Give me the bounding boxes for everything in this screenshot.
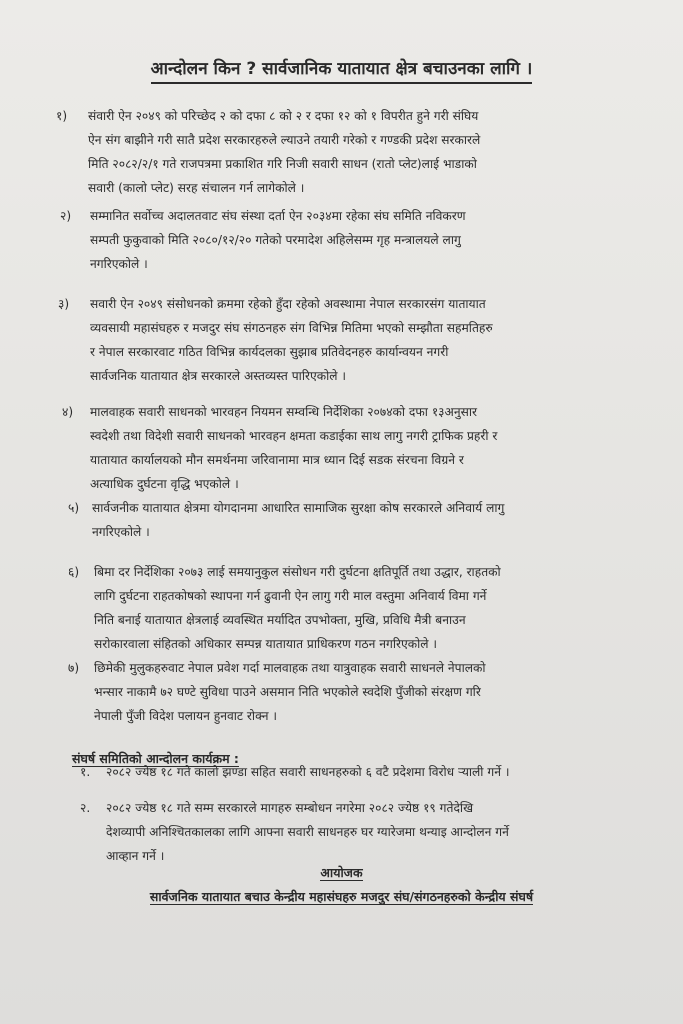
list-item [60,204,670,276]
item-number: २. [80,801,91,815]
item-line: नगरिएकोले । [90,257,148,271]
item-line: संवारी ऐन २०४९ को परिच्छेद २ को दफा ८ को २ र दफा १२ को १ विपरीत हुने गरी संघिय [88,109,479,123]
list-item [58,292,670,388]
item-number: १. [80,765,91,779]
list-item [56,104,668,200]
item-line: सरोकारवाला संहितको अधिकार सम्पन्न यातायात प्राधिकरण गठन नगरिएकोले । [94,637,438,651]
item-line: यातायात कार्यालयको मौन समर्थनमा जरिवानामा मात्र ध्यान दिई सडक संरचना विग्रने र [90,453,464,467]
list-item [68,496,672,544]
program-item [80,796,666,868]
item-line: सम्मानित सर्वोच्च अदालतवाट संघ संस्था दर्ता ऐन २०३४मा रहेका संघ समिति नविकरण [90,209,466,223]
item-line: बिमा दर निर्देशिका २०७३ लाई समयानुकुल संसोधन गरी दुर्घटना क्षतिपूर्ति तथा उद्धार, राहतको [94,565,501,579]
item-line: लागि दुर्घटना राहतकोषको स्थापना गर्न ढुवानी ऐन लागु गरी माल वस्तुमा अनिवार्य विमा गर्ने [94,589,487,603]
item-number: ७) [68,661,80,675]
document-title: आन्दोलन किन ? सार्वजानिक यातायात क्षेत्र बचाउनका लागि । [0,56,683,79]
item-line: छिमेकी मुलुकहरुवाट नेपाल प्रवेश गर्दा मालवाहक तथा यात्रुवाहक सवारी साधनले नेपालको [94,661,486,675]
list-item [68,656,674,728]
organizer-label: आयोजक [320,865,363,880]
item-line: आव्हान गर्ने । [106,849,165,863]
program-item [80,760,666,784]
item-line: अत्याधिक दुर्घटना वृद्धि भएकोले । [90,477,239,491]
item-line: भन्सार नाकामै ७२ घण्टे सुविधा पाउने असमान निति भएकोले स्वदेशि पुँजीको संरक्षण गरि [94,685,481,699]
item-line: २०८२ ज्येष्ठ १८ गते सम्म सरकारले मागहरु सम्बोधन नगरेमा २०८२ ज्येष्ठ १९ गतेदेखि [106,801,474,815]
item-line: र नेपाल सरकारवाट गठित विभिन्न कार्यदलका सुझाब प्रतिवेदनहरु कार्यान्वयन नगरी [90,345,449,359]
list-item [62,400,670,496]
item-line: व्यवसायी महासंघहरु र मजदुर संघ संगठनहरु संग विभिन्न मितिमा भएको सम्झौता सहमतिहरु [90,321,493,335]
item-line: निति बनाई यातायात क्षेत्रलाई व्यवस्थित मर्यादित उपभोक्ता, मुखि, प्रविधि मैत्री बनाउन [94,613,466,627]
item-line: ऐन संग बाझीने गरी सातै प्रदेश सरकारहरुले ल्याउने तयारी गरेको र गण्डकी प्रदेश सरकारले [88,133,481,147]
program-heading: संघर्ष समितिको आन्दोलन कार्यक्रम : [72,751,239,766]
item-number: ४) [62,405,74,419]
item-line: मिति २०८२/२/१ गते राजपत्रमा प्रकाशित गरि निजी सवारी साधन (रातो प्लेट)लाई भाडाको [88,157,477,171]
organizer-name: सार्वजनिक यातायात बचाउ केन्द्रीय महासंघहरु मजदुर संघ/संगठनहरुको केन्द्रीय संघर्ष [149,889,534,904]
item-number: ३) [58,297,70,311]
item-line: सम्पती फुकुवाको मिति २०८०/१२/२० गतेको परमादेश अहिलेसम्म गृह मन्त्रालयले लागु [90,233,461,247]
item-number: १) [56,109,68,123]
list-item [68,560,674,656]
item-line: सार्वजनीक यातायात क्षेत्रमा योगदानमा आधारित सामाजिक सुरक्षा कोष सरकारले अनिवार्य लागु [92,501,505,515]
item-line: सवारी (कालो प्लेट) सरह संचालन गर्न लागेकोले । [88,181,305,195]
item-line: देशव्यापी अनिश्चितकालका लागि आफ्ना सवारी साधनहरु घर ग्यारेजमा थन्याइ आन्दोलन गर्ने [106,825,509,839]
item-line: नेपाली पुँजी विदेश पलायन हुनवाट रोक्न । [94,709,278,723]
item-line: मालवाहक सवारी साधनको भारवहन नियमन सम्वन्धि निर्देशिका २०७४को दफा १३अनुसार [90,405,477,419]
item-line: २०८२ ज्येष्ठ १८ गते कालो झण्डा सहित सवारी साधनहरुको ६ वटै प्रदेशमा विरोध र्‍याली गर्ने । [106,765,510,779]
item-number: ५) [68,501,80,515]
item-line: स्वदेशी तथा विदेशी सवारी साधनको भारवहन क्षमता कडाईका साथ लागु नगरी ट्राफिक प्रहरी र [90,429,498,443]
item-number: ६) [68,565,80,579]
item-line: नगरिएकोले । [92,525,150,539]
item-line: सवारी ऐन २०४९ संसोधनको क्रममा रहेको हुँदा रहेको अवस्थामा नेपाल सरकारसंग यातायात [90,297,486,311]
item-line: सार्वजनिक यातायात क्षेत्र सरकारले अस्तव्यस्त पारिएकोले । [90,369,346,383]
item-number: २) [60,209,72,223]
